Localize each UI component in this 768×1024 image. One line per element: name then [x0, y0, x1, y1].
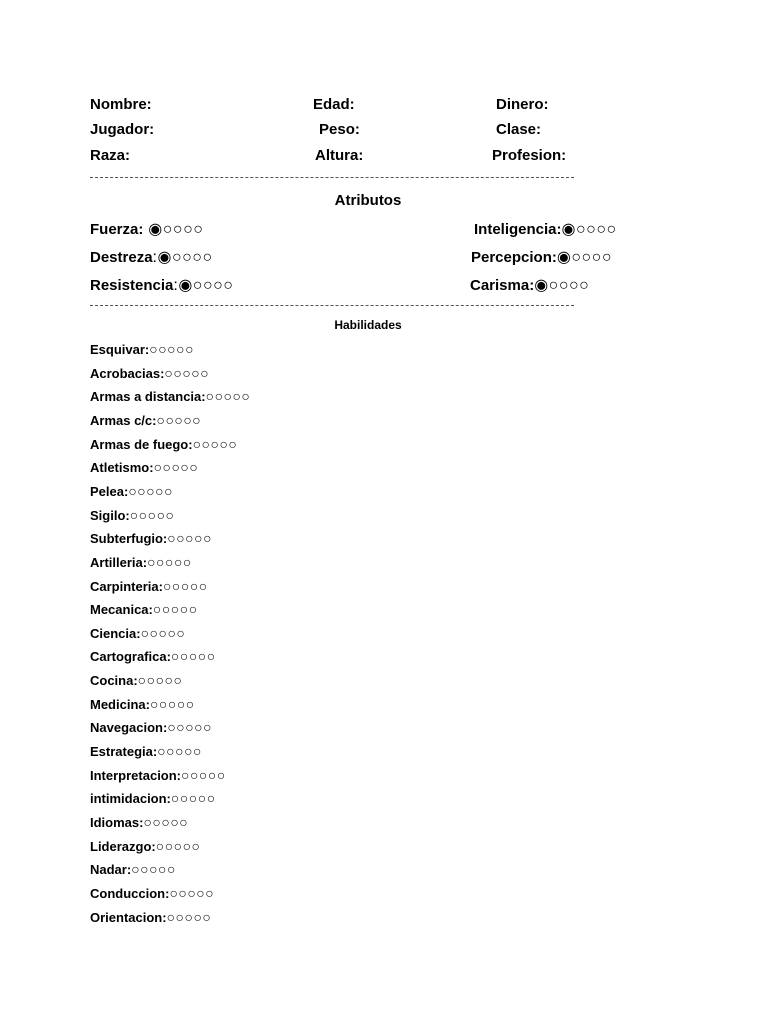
skill-label: Cartografica: [90, 649, 171, 665]
skill-label: Estrategia: [90, 744, 158, 760]
skill-row [90, 341, 194, 357]
skill-dots: ○○○○○ [149, 341, 195, 357]
skill-label: Artilleria: [90, 554, 148, 570]
attribute-inteligencia [474, 219, 617, 239]
skill-label: Interpretacion: [90, 767, 182, 783]
skill-label: Atletismo: [90, 460, 154, 476]
skill-label: Armas de fuego: [90, 436, 193, 452]
skill-dots: ○○○○○ [181, 766, 226, 783]
skill-row [90, 696, 195, 712]
skill-dots: ○○○○○ [169, 884, 215, 901]
field-profesion-label: Profesion: [492, 147, 567, 164]
skill-row [90, 648, 216, 664]
skill-row [90, 412, 201, 428]
skill-dots: ○○○○○ [167, 719, 213, 736]
skill-row [90, 507, 175, 523]
attribute-dots: :◉○○○○ [152, 249, 213, 266]
skill-label: Cocina: [90, 673, 138, 689]
attribute-dots: ◉○○○○ [561, 221, 617, 238]
skill-dots: ○○○○○ [147, 553, 192, 570]
field-jugador-label: Jugador: [90, 121, 155, 138]
attribute-fuerza [90, 219, 203, 239]
skill-dots: ○○○○○ [128, 482, 174, 499]
skill-row [90, 672, 182, 688]
attribute-label: Resistencia [90, 277, 174, 294]
skill-dots: ○○○○○ [205, 388, 251, 405]
field-dinero-label: Dinero: [496, 96, 549, 113]
attribute-percepcion [471, 247, 612, 267]
skill-row [90, 838, 201, 854]
attribute-label: Fuerza: [90, 221, 144, 238]
skill-dots: ○○○○○ [156, 411, 202, 428]
skill-row [90, 790, 216, 806]
skill-row [90, 743, 202, 759]
skill-label: Conduccion: [90, 885, 170, 901]
skill-dots: ○○○○○ [167, 530, 213, 547]
skill-label: Armas a distancia: [90, 389, 206, 405]
attribute-dots: ◉○○○○ [143, 221, 204, 238]
skill-label: Sigilo: [90, 507, 130, 523]
skill-dots: ○○○○○ [166, 908, 212, 925]
attributes-title: Atributos [334, 192, 402, 209]
skill-dots: ○○○○○ [157, 743, 202, 760]
skill-dots: ○○○○○ [152, 601, 198, 618]
skills-title: Habilidades [334, 318, 402, 332]
skill-dots: ○○○○○ [170, 648, 216, 665]
skill-row [90, 719, 212, 735]
attribute-resistencia [90, 275, 233, 295]
skill-label: Armas c/c: [90, 412, 157, 428]
skill-label: Navegacion: [90, 720, 168, 736]
skill-label: Esquivar: [90, 342, 150, 357]
field-peso-label: Peso: [319, 121, 360, 138]
skill-dots: ○○○○○ [137, 672, 183, 689]
skill-label: Acrobacias: [90, 365, 165, 381]
skill-row [90, 861, 176, 877]
skill-dots: ○○○○○ [153, 459, 199, 476]
attribute-label: Destreza [90, 249, 153, 266]
skill-row [90, 554, 192, 570]
skill-row [90, 885, 214, 901]
skill-label: intimidacion: [90, 791, 171, 807]
field-raza-label: Raza: [90, 147, 131, 164]
skill-dots: ○○○○○ [129, 506, 175, 523]
field-clase-label: Clase: [496, 121, 542, 138]
skill-row [90, 909, 211, 925]
skill-row [90, 625, 185, 641]
field-edad-label: Edad: [313, 96, 355, 113]
skill-row [90, 436, 237, 452]
attribute-dots: ◉○○○○ [534, 277, 590, 294]
attribute-label: Percepcion: [471, 249, 557, 266]
attribute-dots: :◉○○○○ [173, 277, 234, 294]
skill-label: Pelea: [90, 483, 129, 499]
skill-label: Ciencia: [90, 625, 141, 641]
skill-label: Idiomas: [90, 815, 144, 830]
field-altura-label: Altura: [315, 147, 364, 164]
skill-dots: ○○○○○ [192, 435, 238, 452]
skill-label: Subterfugio: [90, 531, 168, 547]
skill-row [90, 459, 198, 475]
skill-label: Medicina: [90, 696, 150, 712]
skill-dots: ○○○○○ [131, 861, 176, 878]
skill-label: Nadar: [90, 862, 132, 878]
skill-dots: ○○○○○ [170, 790, 216, 807]
skill-dots: ○○○○○ [140, 624, 186, 641]
skill-row [90, 365, 209, 381]
skill-label: Orientacion: [90, 909, 167, 925]
skill-dots: ○○○○○ [143, 814, 189, 830]
attribute-destreza [90, 247, 213, 267]
attribute-label: Inteligencia: [474, 221, 562, 238]
skill-row [90, 530, 212, 546]
skill-row [90, 601, 198, 617]
field-nombre-label: Nombre: [90, 96, 152, 113]
skill-row [90, 388, 250, 404]
skill-dots: ○○○○○ [155, 837, 201, 854]
skill-label: Carpinteria: [90, 578, 163, 594]
skill-dots: ○○○○○ [164, 364, 210, 381]
attribute-dots: ◉○○○○ [556, 249, 612, 266]
skill-row [90, 483, 173, 499]
separator-line [90, 305, 574, 306]
skill-dots: ○○○○○ [162, 577, 208, 594]
skill-row [90, 767, 226, 783]
skill-label: Mecanica: [90, 602, 153, 618]
attribute-label: Carisma: [470, 277, 535, 294]
skill-row [90, 814, 188, 830]
separator-line [90, 177, 574, 178]
skill-dots: ○○○○○ [149, 695, 195, 712]
skill-label: Liderazgo: [90, 838, 156, 854]
attribute-carisma [470, 275, 589, 295]
skill-row [90, 578, 208, 594]
